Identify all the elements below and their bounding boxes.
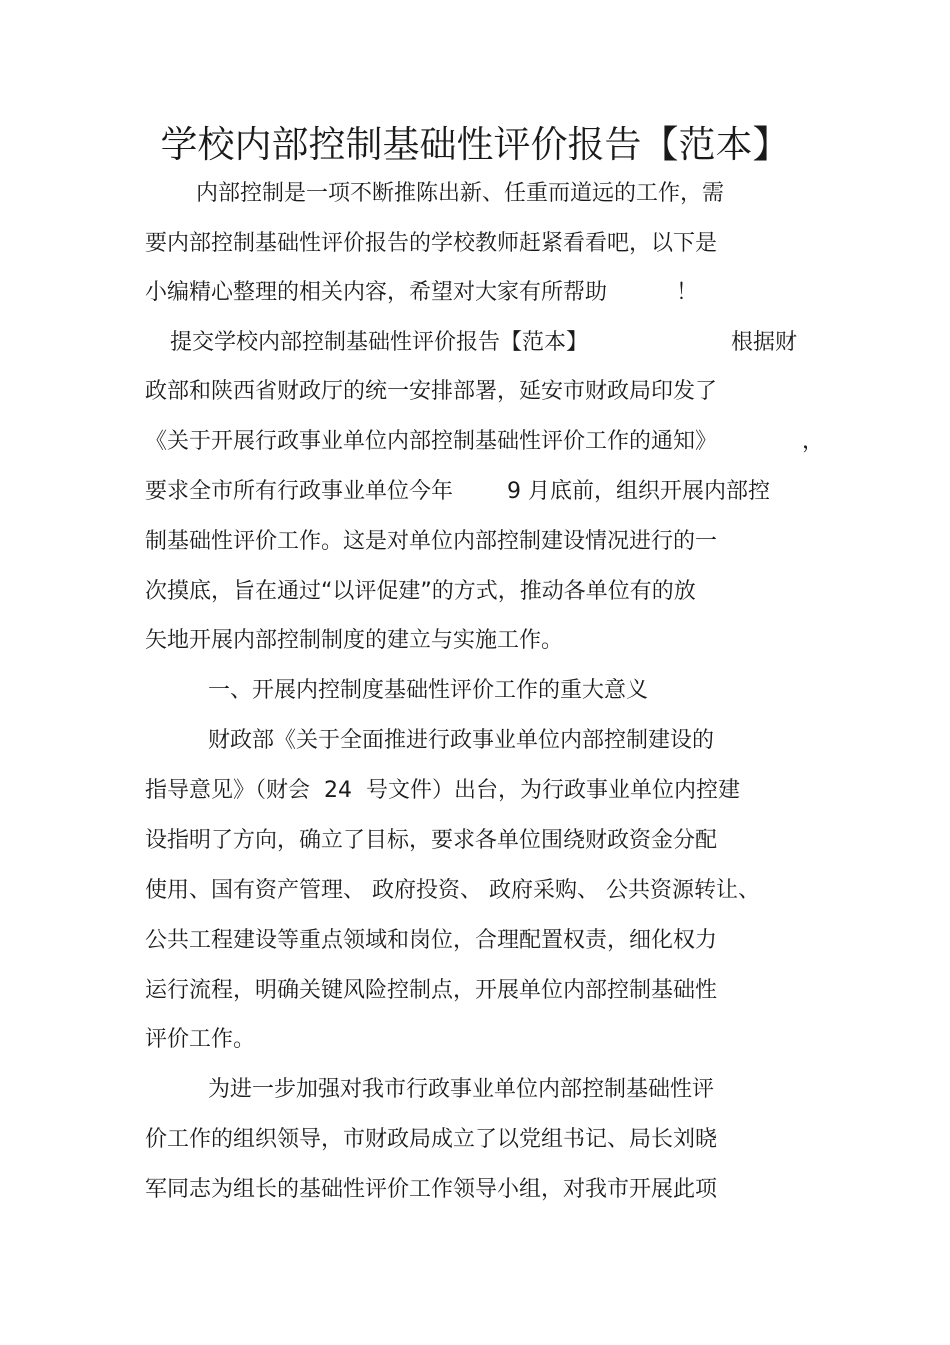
text-line: 设指明了方向，确立了目标，要求各单位围绕财政资金分配: [145, 828, 718, 853]
text-line: 小编精心整理的相关内容，希望对大家有所帮助: [145, 280, 608, 305]
section-heading: 一、开展内控制度基础性评价工作的重大意义: [208, 678, 649, 703]
text-line: ，: [802, 429, 825, 454]
text-line: 制基础性评价工作。这是对单位内部控制建设情况进行的一: [145, 529, 718, 554]
text-line: 要内部控制基础性评价报告的学校教师赶紧看看吧，以下是: [145, 231, 718, 256]
text-line: ！: [676, 280, 699, 305]
text-line: 《关于开展行政事业单位内部控制基础性评价工作的通知》: [145, 429, 718, 454]
text-line: 财政部《关于全面推进行政事业单位内部控制建设的: [208, 728, 715, 753]
text-line: 价工作的组织领导，市财政局成立了以党组书记、局长刘晓: [145, 1127, 718, 1152]
text-line: 指导意见》（财会 24 号文件）出台，为行政事业单位内控建: [145, 778, 740, 803]
text-line: 内部控制是一项不断推陈出新、任重而道远的工作，需: [196, 181, 725, 206]
text-line: 次摸底，旨在通过“以评促建”的方式，推动各单位有的放: [145, 579, 696, 604]
text-line: 根据财: [731, 330, 798, 355]
text-line: 政部和陕西省财政厅的统一安排部署，延安市财政局印发了: [145, 379, 718, 404]
text-line: 公共工程建设等重点领域和岗位，合理配置权责，细化权力: [145, 928, 718, 953]
text-line: 运行流程，明确关键风险控制点，开展单位内部控制基础性: [145, 978, 718, 1003]
text-line: 矢地开展内部控制制度的建立与实施工作。: [145, 628, 564, 653]
text-line: 使用、国有资产管理、 政府投资、 政府采购、 公共资源转让、: [145, 878, 760, 903]
text-line: 要求全市所有行政事业单位今年: [145, 479, 454, 504]
text-line: 评价工作。: [145, 1027, 256, 1052]
text-line: 提交学校内部控制基础性评价报告【范本】: [170, 330, 589, 355]
text-line: 9 月底前，组织开展内部控: [507, 479, 770, 504]
text-line: 军同志为组长的基础性评价工作领导小组，对我市开展此项: [145, 1177, 718, 1202]
text-line: 为进一步加强对我市行政事业单位内部控制基础性评: [208, 1077, 715, 1102]
document-title: 学校内部控制基础性评价报告【范本】: [160, 123, 790, 166]
